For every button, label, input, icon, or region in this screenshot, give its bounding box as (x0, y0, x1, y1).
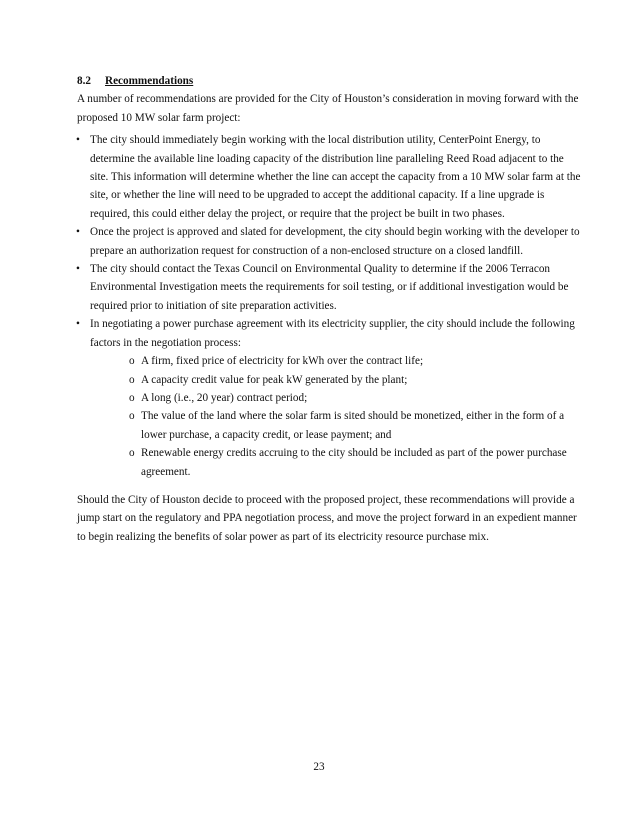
negotiation-factor-item (77, 389, 583, 407)
circle-bullet-icon: o (129, 391, 135, 404)
recommendation-item (77, 131, 583, 223)
recommendation-item (77, 315, 583, 352)
recommendation-list (77, 131, 583, 352)
page-number: 23 (313, 761, 325, 773)
section-heading (77, 72, 583, 90)
recommendation-text: Once the project is approved and slated for development, the city should begin working with the developer to prepare an authorization request for construction of a non-enclosed structure on a closed landfill. (90, 226, 580, 257)
section-number: 8.2 (77, 75, 91, 87)
negotiation-factor-item (77, 407, 583, 444)
negotiation-factor-text: A firm, fixed price of electricity for kWh over the contract life; (141, 355, 424, 368)
negotiation-factor-item (77, 371, 583, 389)
intro-paragraph: A number of recommendations are provided for the City of Houston’s consideration in moving forward with the proposed 10 MW solar farm project: (77, 93, 579, 124)
page-content (77, 72, 583, 546)
negotiation-factor-list (77, 352, 583, 481)
circle-bullet-icon: o (129, 373, 135, 386)
bullet-icon: • (76, 226, 80, 239)
bullet-icon: • (76, 134, 80, 147)
negotiation-factor-text: The value of the land where the solar farm is sited should be monetized, either in the form of a lower purchase, a capacity credit, or lease payment; and (141, 410, 565, 441)
closing-paragraph: Should the City of Houston decide to proceed with the proposed project, these recommendations will provide a jump start on the regulatory and PPA negotiation process, and move the project forward in an expedient manner to begin realizing the benefits of solar power as part of its electricity resource purchase mix. (77, 493, 577, 543)
negotiation-factor-text: A long (i.e., 20 year) contract period; (141, 391, 308, 404)
bullet-icon: • (76, 263, 80, 276)
negotiation-factor-item (77, 444, 583, 481)
section-title: Recommendations (105, 75, 194, 87)
recommendation-text: The city should contact the Texas Council on Environmental Quality to determine if the 2006 Terracon Environmental Investigation meets the requirements for soil testing, or if additional investigation would be required prior to initiation of site preparation activities. (90, 263, 569, 312)
recommendation-text: The city should immediately begin working with the local distribution utility, CenterPoint Energy, to determine the available line loading capacity of the distribution line paralleling Reed Road adjacent to the site. This information will determine whether the line can accept the capacity from a 10 MW solar farm at the site, or whether the line will need to be upgraded to accept the additional capacity. If a line upgrade is required, this could either delay the project, or require that the project be built in two phases. (90, 134, 581, 220)
negotiation-factor-item (77, 352, 583, 370)
circle-bullet-icon: o (129, 355, 135, 368)
circle-bullet-icon: o (129, 410, 135, 423)
bullet-icon: • (76, 318, 80, 331)
recommendation-item (77, 223, 583, 260)
recommendation-text: In negotiating a power purchase agreement with its electricity supplier, the city should include the following factors in the negotiation process: (90, 318, 575, 349)
negotiation-factor-text: A capacity credit value for peak kW generated by the plant; (141, 373, 408, 386)
recommendation-item (77, 260, 583, 315)
circle-bullet-icon: o (129, 447, 135, 460)
negotiation-factor-text: Renewable energy credits accruing to the city should be included as part of the power purchase agreement. (141, 447, 567, 478)
